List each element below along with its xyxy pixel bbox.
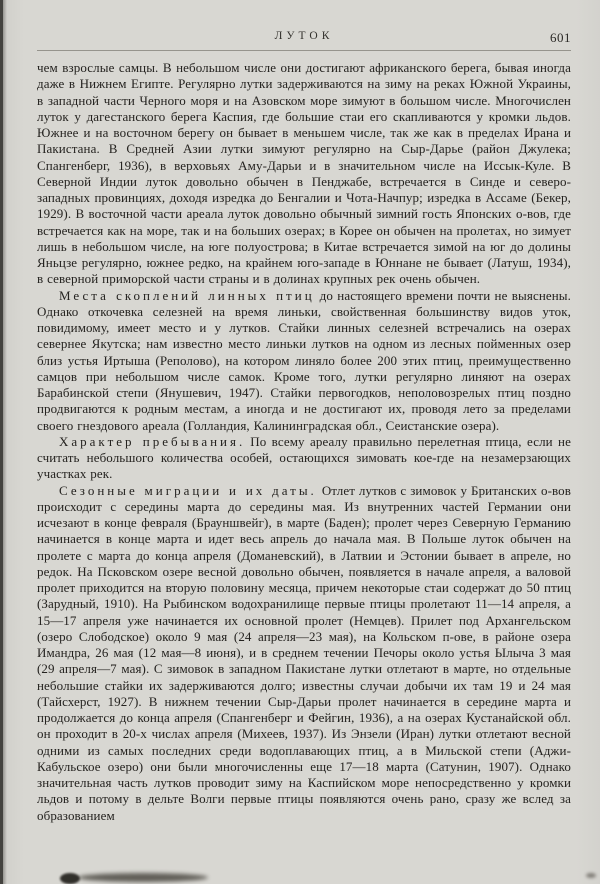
paragraph [37, 60, 571, 288]
paragraph-lead: Характер пребывания. [59, 433, 246, 449]
ink-smudge-artifact [78, 873, 208, 882]
ink-smudge-artifact [586, 873, 596, 878]
paragraph-text: до настоящего времени почти не выяснены. Однако откочевка селезней на время линьки, свойственная большинству видов уток, повидимому, имеет место и у лутков. Стайки линных селезней встречались на озерах севернее Якутска; нам известно место линьки лутков на одном из лесных пойменных озер близ устья Иртыша (Реполово), на котором линяло более 200 этих птиц, преимущественно самцов при небольшом числе самок. Кроме того, лутки регулярно линяют на озерах Барабинской степи (Янушевич, 1947). Стайки первогодков, неполовозрелых птиц поздно продвигаются к родным местам, а иногда и не достигают их, проводя лето за пределами своего гнездового ареала (Голландия, Калининградская обл., Сеистанские озера). [37, 287, 571, 433]
paragraph [37, 434, 571, 483]
paragraph-lead: Сезонные миграции и их даты. [59, 482, 317, 498]
paragraph-text: чем взрослые самцы. В небольшом числе они достигают африканского берега, бывая иногда даже в Нижнем Египте. Регулярно лутки задерживаются на зиму на реках Южной Украины, в западной части Черного моря и на Азовском море зимуют в большом числе. Многочислен луток у дагестанского берега Каспия, где большие стаи его скапливаются у кромки льдов. Южнее и на восточном берегу он бывает в меньшем числе, так же как в пределах Ирана и Пакистана. В Средней Азии лутки зимуют регулярно на Сыр-Дарье (район Джулека; Спангенберг, 1936), в верховьях Аму-Дарьи и в значительном числе на Иссык-Куле. В Северной Индии луток довольно обычен в Пенджабе, встречается в Синде и северо-западных провинциях, доходя изредка до Бенгалии и Чота-Начпур; изредка в Ассаме (Бекер, 1929). В восточной части ареала луток довольно обычный зимний гость Японских о-вов, где встречается как на море, так и на больших озерах; в Корее он обычен на пролетах, но зимует лишь в небольшом числе, на юге полуострова; в Китае встречается зимой на юг до долины Яньцзе регулярно, южнее редко, на крайнем юго-западе в Юннане не бывает (Латуш, 1934), в северной приморской части страны и в долинах крупных рек очень обычен. [37, 60, 571, 287]
page-content [37, 30, 571, 824]
page-number: 601 [550, 30, 571, 45]
running-head [37, 30, 571, 46]
paragraph-text: Отлет лутков с зимовок у Британских о-вов происходит с середины марта до середины мая. Из внутренних частей Германии они исчезают в конце февраля (Брауншвейг), в марте (Баден); пролет через Северную Германию начинается в конце марта и идет весь апрель до начала мая. В Польше луток обычен на пролете с марта до конца апреля (Доманевский), в Латвии и Эстонии бывает в апреле, но редок. На Псковском озере весной довольно обычен, появляется в начале апреля, а валовой пролет приходится на вторую половину месяца, причем некоторые стаи содержат до 50 птиц (Зарудный, 1910). На Рыбинском водохранилище первые птицы пролетают 11—14 апреля, а 15—17 апреля уже начинается их основной пролет (Немцев). Прилет под Архангельском (озеро Слободское) около 9 мая (24 апреля—23 мая), на Кольском п-ове, в районе озера Имандра, 26 мая (12 мая—8 июня), и в среднем течении Печоры около устья Ылыча 3 мая (29 апреля—7 мая). С зимовок в западном Пакистане лутки отлетают в марте, но отдельные небольшие стайки их задерживаются долго; известны случаи добычи их там 19 и 24 мая (Тайсхерст, 1927). В нижнем течении Сыр-Дарьи пролет начинается в середине марта и продолжается до конца апреля (Спангенберг и Фейгин, 1936), а на озерах Кустанайской обл. он проходит в 20-х числах апреля (Михеев, 1937). Из Энзели (Иран) лутки отлетают весной одними из самых последних среди водоплавающих птиц, а в Мильской степи (Аджи-Кабульское озеро) они были многочисленны еще 17—18 марта (Сатунин, 1907). Однако значительная часть лутков проводит зиму на Каспийском море непосредственно у кромки льдов и потому в дельте Волги первые птицы появляются очень рано, сразу же вслед за образованием [37, 482, 571, 823]
running-title: ЛУТОК [274, 30, 334, 42]
scan-edge-shadow [3, 0, 7, 884]
paragraph-lead: Места скоплений линных птиц [59, 287, 315, 303]
paragraph [37, 483, 571, 824]
paragraph [37, 288, 571, 434]
ink-smudge-artifact [60, 873, 80, 884]
body-text [37, 60, 571, 824]
header-rule [37, 50, 571, 51]
paragraph-text: По всему ареалу правильно перелетная птица, если не считать небольшого количества особей, остающихся зимовать кое-где на незамерзающих участках рек. [37, 433, 571, 482]
